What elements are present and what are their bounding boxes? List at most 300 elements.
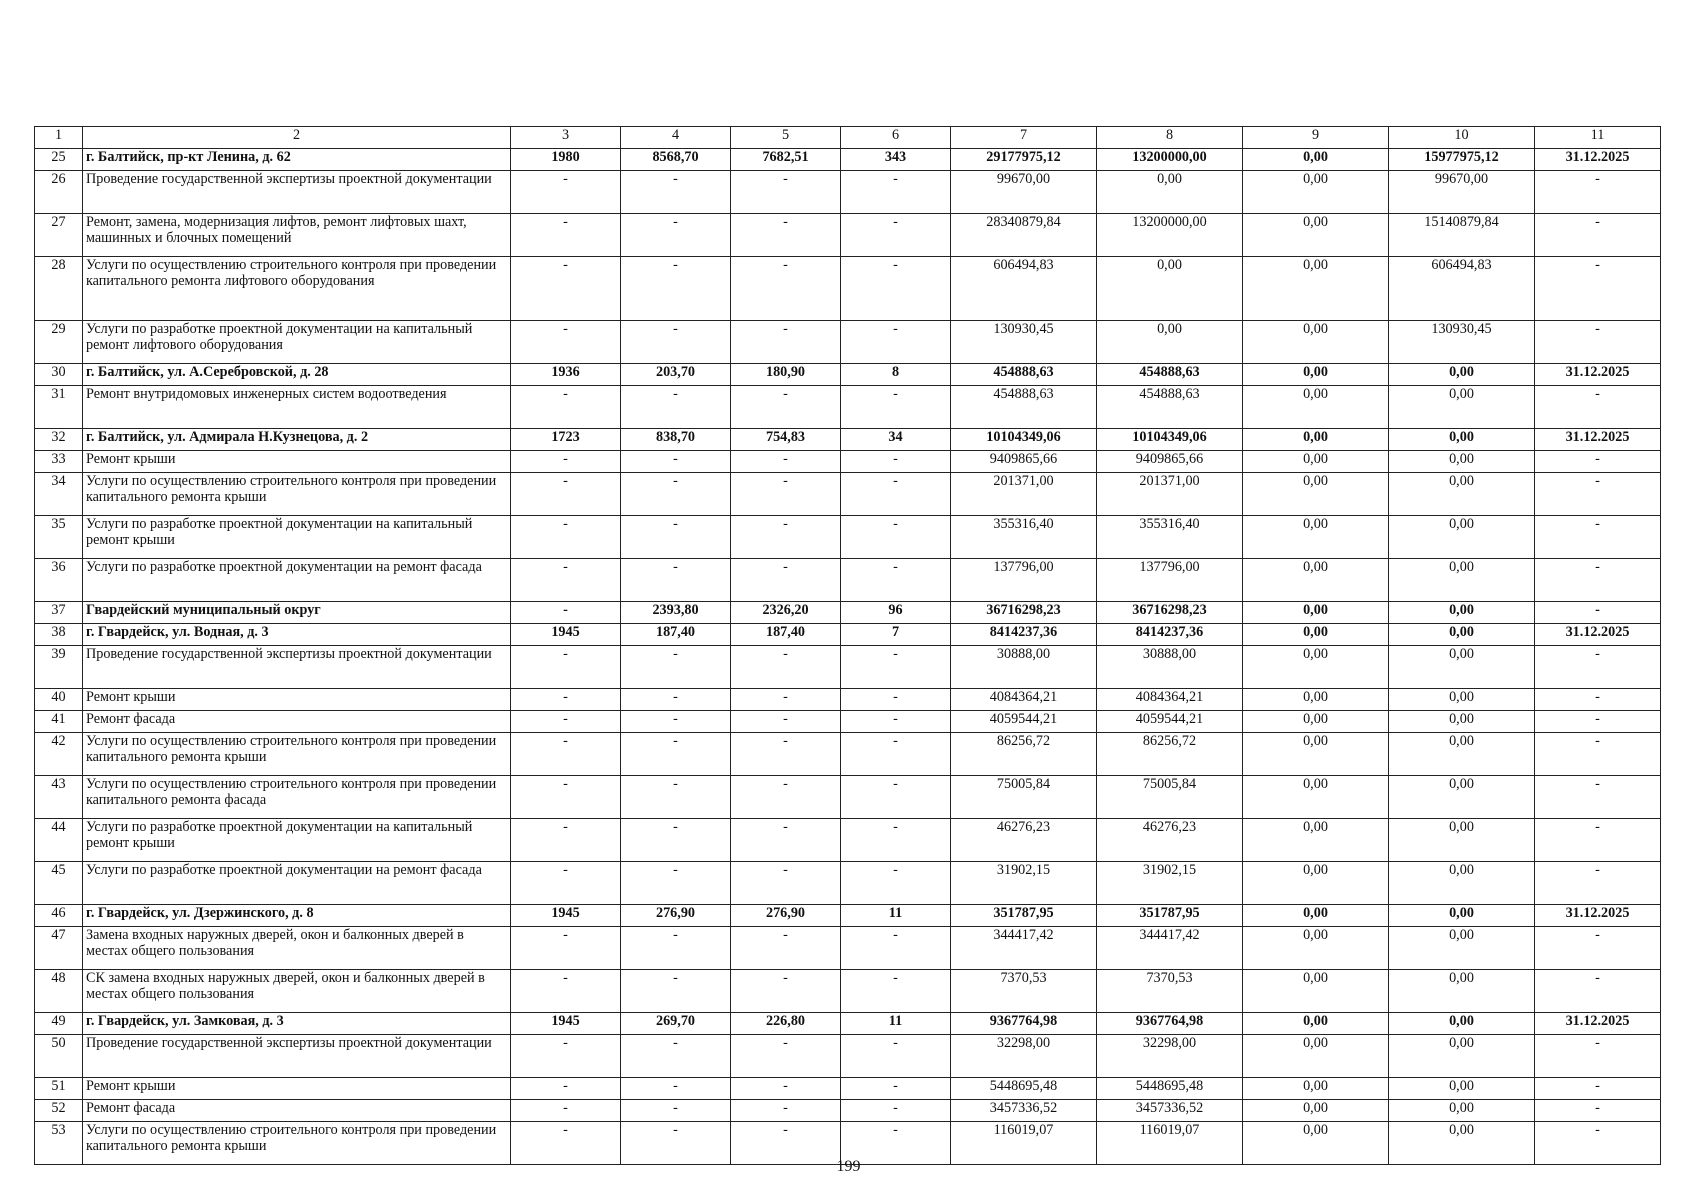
deadline-cell: 31.12.2025	[1535, 149, 1661, 171]
description: Услуги по разработке проектной документации на ремонт фасада	[83, 559, 511, 602]
residents-cell: 8	[841, 364, 951, 386]
area-living-cell: -	[731, 171, 841, 214]
year-cell: 1936	[511, 364, 621, 386]
description: Гвардейский муниципальный округ	[83, 602, 511, 624]
row-number: 40	[35, 689, 83, 711]
deadline-cell: -	[1535, 386, 1661, 429]
row-number: 36	[35, 559, 83, 602]
cost-col9-cell: 0,00	[1243, 862, 1389, 905]
area-living-cell: -	[731, 451, 841, 473]
cost-col10-cell: 0,00	[1389, 905, 1535, 927]
cost-col8-cell: 137796,00	[1097, 559, 1243, 602]
column-number-3: 3	[511, 127, 621, 149]
description: Услуги по осуществлению строительного контроля при проведении капитального ремонта лифтового оборудования	[83, 257, 511, 321]
total-cost-cell: 32298,00	[951, 1035, 1097, 1078]
row-number: 38	[35, 624, 83, 646]
cost-col10-cell: 0,00	[1389, 711, 1535, 733]
row-number: 50	[35, 1035, 83, 1078]
cost-col8-cell: 454888,63	[1097, 386, 1243, 429]
deadline-cell: -	[1535, 1100, 1661, 1122]
row-number: 48	[35, 970, 83, 1013]
cost-col9-cell: 0,00	[1243, 776, 1389, 819]
cost-col9-cell: 0,00	[1243, 171, 1389, 214]
deadline-cell: -	[1535, 1122, 1661, 1165]
year-cell: -	[511, 711, 621, 733]
area-living-cell: -	[731, 559, 841, 602]
description: Ремонт фасада	[83, 1100, 511, 1122]
table-row	[35, 516, 1661, 559]
column-number-9: 9	[1243, 127, 1389, 149]
area-living-cell: 187,40	[731, 624, 841, 646]
year-cell: -	[511, 1035, 621, 1078]
year-cell: -	[511, 862, 621, 905]
cost-col9-cell: 0,00	[1243, 927, 1389, 970]
year-cell: -	[511, 970, 621, 1013]
area-living-cell: -	[731, 473, 841, 516]
total-cost-cell: 3457336,52	[951, 1100, 1097, 1122]
area-living-cell: 276,90	[731, 905, 841, 927]
table-row	[35, 862, 1661, 905]
residents-cell: -	[841, 516, 951, 559]
description: Услуги по осуществлению строительного контроля при проведении капитального ремонта крыши	[83, 473, 511, 516]
total-cost-cell: 28340879,84	[951, 214, 1097, 257]
total-cost-cell: 30888,00	[951, 646, 1097, 689]
area-living-cell: -	[731, 689, 841, 711]
row-number: 41	[35, 711, 83, 733]
description: г. Гвардейск, ул. Замковая, д. 3	[83, 1013, 511, 1035]
cost-col10-cell: 0,00	[1389, 862, 1535, 905]
cost-col10-cell: 0,00	[1389, 819, 1535, 862]
area-living-cell: -	[731, 1100, 841, 1122]
page-number: 199	[836, 1158, 861, 1175]
row-number: 31	[35, 386, 83, 429]
residents-cell: -	[841, 689, 951, 711]
year-cell: -	[511, 733, 621, 776]
total-cost-cell: 201371,00	[951, 473, 1097, 516]
column-number-1: 1	[35, 127, 83, 149]
cost-col9-cell: 0,00	[1243, 970, 1389, 1013]
cost-col10-cell: 0,00	[1389, 646, 1535, 689]
cost-col9-cell: 0,00	[1243, 451, 1389, 473]
residents-cell: -	[841, 1035, 951, 1078]
area-total-cell: -	[621, 733, 731, 776]
description: г. Балтийск, ул. Адмирала Н.Кузнецова, д. 2	[83, 429, 511, 451]
table-row	[35, 602, 1661, 624]
area-living-cell: -	[731, 321, 841, 364]
cost-col8-cell: 344417,42	[1097, 927, 1243, 970]
deadline-cell: -	[1535, 862, 1661, 905]
cost-col9-cell: 0,00	[1243, 1122, 1389, 1165]
cost-col10-cell: 0,00	[1389, 516, 1535, 559]
data-table	[34, 126, 1661, 1165]
residents-cell: -	[841, 321, 951, 364]
deadline-cell: -	[1535, 1035, 1661, 1078]
table-row	[35, 711, 1661, 733]
description: Ремонт внутридомовых инженерных систем водоотведения	[83, 386, 511, 429]
cost-col9-cell: 0,00	[1243, 1100, 1389, 1122]
area-living-cell: -	[731, 819, 841, 862]
residents-cell: -	[841, 559, 951, 602]
table-row	[35, 429, 1661, 451]
area-total-cell: -	[621, 171, 731, 214]
table-row	[35, 1013, 1661, 1035]
year-cell: -	[511, 257, 621, 321]
table-row	[35, 559, 1661, 602]
year-cell: -	[511, 927, 621, 970]
deadline-cell: -	[1535, 1078, 1661, 1100]
area-total-cell: -	[621, 689, 731, 711]
cost-col8-cell: 454888,63	[1097, 364, 1243, 386]
row-number: 35	[35, 516, 83, 559]
cost-col8-cell: 36716298,23	[1097, 602, 1243, 624]
residents-cell: -	[841, 1122, 951, 1165]
description: г. Гвардейск, ул. Дзержинского, д. 8	[83, 905, 511, 927]
total-cost-cell: 137796,00	[951, 559, 1097, 602]
area-total-cell: -	[621, 257, 731, 321]
description: Услуги по осуществлению строительного контроля при проведении капитального ремонта крыши	[83, 733, 511, 776]
area-living-cell: -	[731, 862, 841, 905]
row-number: 42	[35, 733, 83, 776]
cost-col8-cell: 32298,00	[1097, 1035, 1243, 1078]
year-cell: -	[511, 321, 621, 364]
year-cell: -	[511, 602, 621, 624]
cost-col8-cell: 31902,15	[1097, 862, 1243, 905]
total-cost-cell: 31902,15	[951, 862, 1097, 905]
deadline-cell: -	[1535, 970, 1661, 1013]
table-row	[35, 776, 1661, 819]
cost-col8-cell: 13200000,00	[1097, 149, 1243, 171]
column-number-5: 5	[731, 127, 841, 149]
total-cost-cell: 86256,72	[951, 733, 1097, 776]
cost-col10-cell: 0,00	[1389, 559, 1535, 602]
total-cost-cell: 130930,45	[951, 321, 1097, 364]
row-number: 51	[35, 1078, 83, 1100]
cost-col9-cell: 0,00	[1243, 559, 1389, 602]
description: СК замена входных наружных дверей, окон и балконных дверей в местах общего пользования	[83, 970, 511, 1013]
area-total-cell: -	[621, 559, 731, 602]
description: г. Балтийск, ул. А.Серебровской, д. 28	[83, 364, 511, 386]
area-living-cell: 226,80	[731, 1013, 841, 1035]
cost-col9-cell: 0,00	[1243, 819, 1389, 862]
cost-col9-cell: 0,00	[1243, 386, 1389, 429]
total-cost-cell: 344417,42	[951, 927, 1097, 970]
area-living-cell: 7682,51	[731, 149, 841, 171]
cost-col9-cell: 0,00	[1243, 624, 1389, 646]
table-row	[35, 171, 1661, 214]
residents-cell: -	[841, 927, 951, 970]
table-row	[35, 689, 1661, 711]
description: Услуги по осуществлению строительного контроля при проведении капитального ремонта крыши	[83, 1122, 511, 1165]
column-number-4: 4	[621, 127, 731, 149]
description: Ремонт крыши	[83, 451, 511, 473]
total-cost-cell: 606494,83	[951, 257, 1097, 321]
row-number: 29	[35, 321, 83, 364]
cost-col8-cell: 201371,00	[1097, 473, 1243, 516]
area-living-cell: 754,83	[731, 429, 841, 451]
year-cell: -	[511, 451, 621, 473]
row-number: 34	[35, 473, 83, 516]
deadline-cell: -	[1535, 927, 1661, 970]
cost-col10-cell: 130930,45	[1389, 321, 1535, 364]
description: Замена входных наружных дверей, окон и балконных дверей в местах общего пользования	[83, 927, 511, 970]
cost-col8-cell: 9367764,98	[1097, 1013, 1243, 1035]
cost-col10-cell: 15140879,84	[1389, 214, 1535, 257]
cost-col8-cell: 4084364,21	[1097, 689, 1243, 711]
column-number-7: 7	[951, 127, 1097, 149]
residents-cell: 343	[841, 149, 951, 171]
area-total-cell: 838,70	[621, 429, 731, 451]
row-number: 27	[35, 214, 83, 257]
cost-col8-cell: 75005,84	[1097, 776, 1243, 819]
residents-cell: -	[841, 451, 951, 473]
residents-cell: -	[841, 819, 951, 862]
description: г. Гвардейск, ул. Водная, д. 3	[83, 624, 511, 646]
table-row	[35, 364, 1661, 386]
area-total-cell: 203,70	[621, 364, 731, 386]
deadline-cell: -	[1535, 214, 1661, 257]
cost-col8-cell: 86256,72	[1097, 733, 1243, 776]
deadline-cell: -	[1535, 711, 1661, 733]
residents-cell: 11	[841, 905, 951, 927]
deadline-cell: -	[1535, 559, 1661, 602]
row-number: 49	[35, 1013, 83, 1035]
total-cost-cell: 29177975,12	[951, 149, 1097, 171]
cost-col8-cell: 351787,95	[1097, 905, 1243, 927]
area-total-cell: -	[621, 1122, 731, 1165]
area-living-cell: -	[731, 516, 841, 559]
residents-cell: -	[841, 711, 951, 733]
area-total-cell: -	[621, 214, 731, 257]
table-row	[35, 733, 1661, 776]
cost-col10-cell: 0,00	[1389, 927, 1535, 970]
description: Услуги по разработке проектной документации на ремонт фасада	[83, 862, 511, 905]
year-cell: -	[511, 1122, 621, 1165]
deadline-cell: -	[1535, 321, 1661, 364]
cost-col10-cell: 0,00	[1389, 970, 1535, 1013]
cost-col8-cell: 3457336,52	[1097, 1100, 1243, 1122]
table-row	[35, 1100, 1661, 1122]
cost-col8-cell: 0,00	[1097, 257, 1243, 321]
cost-col10-cell: 0,00	[1389, 1122, 1535, 1165]
area-living-cell: -	[731, 1122, 841, 1165]
deadline-cell: -	[1535, 689, 1661, 711]
residents-cell: 96	[841, 602, 951, 624]
total-cost-cell: 4059544,21	[951, 711, 1097, 733]
deadline-cell: -	[1535, 171, 1661, 214]
area-total-cell: 269,70	[621, 1013, 731, 1035]
cost-col9-cell: 0,00	[1243, 149, 1389, 171]
table-row	[35, 819, 1661, 862]
table-row	[35, 1078, 1661, 1100]
total-cost-cell: 5448695,48	[951, 1078, 1097, 1100]
year-cell: -	[511, 559, 621, 602]
total-cost-cell: 10104349,06	[951, 429, 1097, 451]
total-cost-cell: 46276,23	[951, 819, 1097, 862]
area-living-cell: -	[731, 711, 841, 733]
area-total-cell: -	[621, 1078, 731, 1100]
total-cost-cell: 351787,95	[951, 905, 1097, 927]
deadline-cell: -	[1535, 646, 1661, 689]
area-total-cell: -	[621, 1035, 731, 1078]
description: Услуги по разработке проектной документации на капитальный ремонт крыши	[83, 819, 511, 862]
area-living-cell: -	[731, 386, 841, 429]
row-number: 46	[35, 905, 83, 927]
table-row	[35, 257, 1661, 321]
year-cell: -	[511, 1078, 621, 1100]
cost-col9-cell: 0,00	[1243, 257, 1389, 321]
table-row	[35, 646, 1661, 689]
row-number: 47	[35, 927, 83, 970]
row-number: 37	[35, 602, 83, 624]
description: Услуги по разработке проектной документации на капитальный ремонт лифтового оборудования	[83, 321, 511, 364]
year-cell: -	[511, 473, 621, 516]
cost-col8-cell: 10104349,06	[1097, 429, 1243, 451]
table-row	[35, 214, 1661, 257]
area-living-cell: -	[731, 1078, 841, 1100]
cost-col10-cell: 0,00	[1389, 602, 1535, 624]
year-cell: 1723	[511, 429, 621, 451]
row-number: 32	[35, 429, 83, 451]
cost-col10-cell: 0,00	[1389, 386, 1535, 429]
cost-col9-cell: 0,00	[1243, 602, 1389, 624]
area-living-cell: -	[731, 1035, 841, 1078]
year-cell: -	[511, 1100, 621, 1122]
total-cost-cell: 116019,07	[951, 1122, 1097, 1165]
residents-cell: -	[841, 1100, 951, 1122]
table-row	[35, 1035, 1661, 1078]
year-cell: -	[511, 819, 621, 862]
year-cell: -	[511, 386, 621, 429]
row-number: 39	[35, 646, 83, 689]
area-total-cell: -	[621, 970, 731, 1013]
description: Проведение государственной экспертизы проектной документации	[83, 646, 511, 689]
cost-col8-cell: 8414237,36	[1097, 624, 1243, 646]
year-cell: 1945	[511, 1013, 621, 1035]
description: Услуги по разработке проектной документации на капитальный ремонт крыши	[83, 516, 511, 559]
cost-col8-cell: 0,00	[1097, 171, 1243, 214]
cost-col10-cell: 0,00	[1389, 624, 1535, 646]
description: Проведение государственной экспертизы проектной документации	[83, 171, 511, 214]
column-number-2: 2	[83, 127, 511, 149]
residents-cell: -	[841, 214, 951, 257]
table-row	[35, 386, 1661, 429]
deadline-cell: 31.12.2025	[1535, 1013, 1661, 1035]
deadline-cell: 31.12.2025	[1535, 364, 1661, 386]
cost-col10-cell: 0,00	[1389, 451, 1535, 473]
description: Ремонт, замена, модернизация лифтов, ремонт лифтовых шахт, машинных и блочных помещений	[83, 214, 511, 257]
cost-col8-cell: 7370,53	[1097, 970, 1243, 1013]
cost-col8-cell: 116019,07	[1097, 1122, 1243, 1165]
row-number: 52	[35, 1100, 83, 1122]
residents-cell: -	[841, 733, 951, 776]
residents-cell: 7	[841, 624, 951, 646]
cost-col8-cell: 4059544,21	[1097, 711, 1243, 733]
deadline-cell: -	[1535, 602, 1661, 624]
table-row	[35, 970, 1661, 1013]
area-total-cell: 2393,80	[621, 602, 731, 624]
table-row	[35, 927, 1661, 970]
table-row	[35, 624, 1661, 646]
year-cell: -	[511, 214, 621, 257]
total-cost-cell: 9367764,98	[951, 1013, 1097, 1035]
year-cell: -	[511, 689, 621, 711]
area-living-cell: -	[731, 776, 841, 819]
description: Ремонт крыши	[83, 1078, 511, 1100]
cost-col9-cell: 0,00	[1243, 516, 1389, 559]
cost-col8-cell: 5448695,48	[1097, 1078, 1243, 1100]
cost-col10-cell: 0,00	[1389, 1013, 1535, 1035]
row-number: 43	[35, 776, 83, 819]
area-total-cell: -	[621, 927, 731, 970]
deadline-cell: 31.12.2025	[1535, 624, 1661, 646]
total-cost-cell: 9409865,66	[951, 451, 1097, 473]
table-row	[35, 451, 1661, 473]
cost-col8-cell: 0,00	[1097, 321, 1243, 364]
table-row	[35, 905, 1661, 927]
cost-col10-cell: 0,00	[1389, 1035, 1535, 1078]
area-total-cell: -	[621, 646, 731, 689]
residents-cell: -	[841, 776, 951, 819]
deadline-cell: -	[1535, 516, 1661, 559]
area-living-cell: -	[731, 970, 841, 1013]
residents-cell: 11	[841, 1013, 951, 1035]
residents-cell: -	[841, 473, 951, 516]
row-number: 30	[35, 364, 83, 386]
cost-col9-cell: 0,00	[1243, 711, 1389, 733]
table-body	[35, 149, 1661, 1165]
year-cell: -	[511, 171, 621, 214]
cost-col9-cell: 0,00	[1243, 646, 1389, 689]
area-total-cell: -	[621, 862, 731, 905]
cost-col8-cell: 13200000,00	[1097, 214, 1243, 257]
area-total-cell: -	[621, 473, 731, 516]
column-number-row	[35, 127, 1661, 149]
area-living-cell: -	[731, 257, 841, 321]
column-number-10: 10	[1389, 127, 1535, 149]
deadline-cell: -	[1535, 451, 1661, 473]
cost-col9-cell: 0,00	[1243, 1078, 1389, 1100]
residents-cell: 34	[841, 429, 951, 451]
year-cell: 1945	[511, 905, 621, 927]
cost-col10-cell: 0,00	[1389, 473, 1535, 516]
cost-col9-cell: 0,00	[1243, 733, 1389, 776]
area-total-cell: 8568,70	[621, 149, 731, 171]
description: Проведение государственной экспертизы проектной документации	[83, 1035, 511, 1078]
cost-col10-cell: 0,00	[1389, 429, 1535, 451]
table-row	[35, 321, 1661, 364]
cost-col9-cell: 0,00	[1243, 1035, 1389, 1078]
year-cell: -	[511, 776, 621, 819]
year-cell: -	[511, 646, 621, 689]
residents-cell: -	[841, 970, 951, 1013]
total-cost-cell: 8414237,36	[951, 624, 1097, 646]
year-cell: 1945	[511, 624, 621, 646]
total-cost-cell: 454888,63	[951, 386, 1097, 429]
area-total-cell: -	[621, 776, 731, 819]
row-number: 45	[35, 862, 83, 905]
area-total-cell: -	[621, 516, 731, 559]
residents-cell: -	[841, 257, 951, 321]
column-number-8: 8	[1097, 127, 1243, 149]
cost-col10-cell: 0,00	[1389, 1100, 1535, 1122]
deadline-cell: -	[1535, 257, 1661, 321]
cost-col10-cell: 0,00	[1389, 364, 1535, 386]
area-total-cell: 187,40	[621, 624, 731, 646]
row-number: 26	[35, 171, 83, 214]
cost-col9-cell: 0,00	[1243, 473, 1389, 516]
column-number-6: 6	[841, 127, 951, 149]
deadline-cell: -	[1535, 819, 1661, 862]
